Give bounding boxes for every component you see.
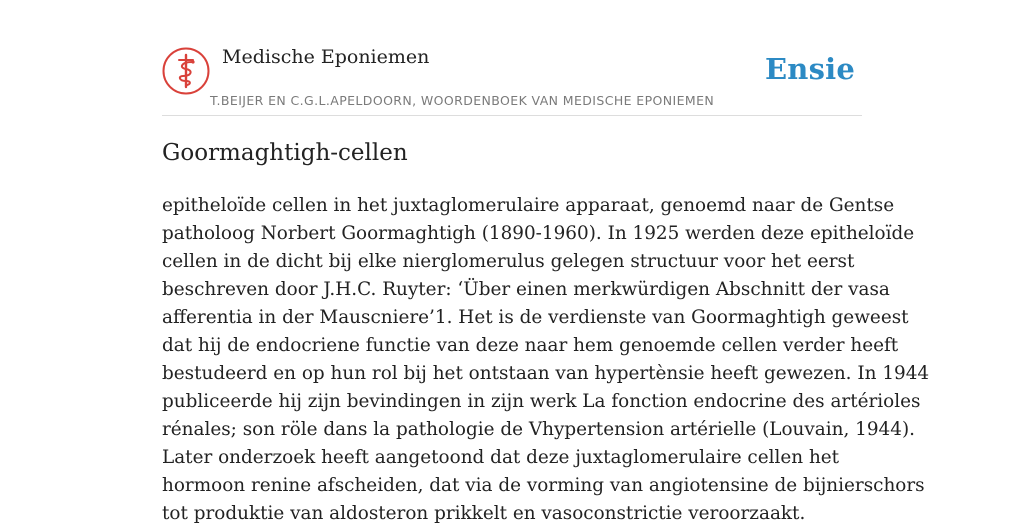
body-line: epitheloïde cellen in het juxtaglomerulaire apparaat, genoemd naar de Gentse (162, 195, 895, 216)
article-body (162, 192, 930, 528)
body-line: Later onderzoek heeft aangetoond dat deze juxtaglomerulaire cellen het (162, 447, 840, 468)
body-line: publiceerde hij zijn bevindingen in zijn werk La fonction endocrine des artérioles (162, 391, 921, 412)
source-title[interactable]: Medische Eponiemen (222, 46, 430, 68)
aesculapius-staff-icon (162, 47, 210, 95)
body-line: rénales; son röle dans la pathologie de Vhypertension artérielle (Louvain, 1944). (162, 419, 915, 440)
body-line: cellen in de dicht bij elke nierglomerulus gelegen structuur voor het eerst (162, 251, 855, 272)
body-line: afferentia in der Mauscniere’1. Het is de verdienste van Goormaghtigh geweest (162, 307, 909, 328)
body-line: dat hij de endocriene functie van deze naar hem genoemde cellen verder heeft (162, 335, 899, 356)
body-line: hormoon renine afscheiden, dat via de vorming van angiotensine de bijnierschors (162, 475, 925, 496)
body-line: tot produktie van aldosteron prikkelt en vasoconstrictie veroorzaakt. (162, 503, 806, 524)
header-divider (162, 115, 862, 116)
body-line: beschreven door J.H.C. Ruyter: ‘Über einen merkwürdigen Abschnitt der vasa (162, 279, 890, 300)
source-authors: T.BEIJER EN C.G.L.APELDOORN, WOORDENBOEK VAN MEDISCHE EPONIEMEN (210, 93, 715, 108)
brand-logo[interactable]: Ensie (765, 52, 855, 86)
body-line: patholoog Norbert Goormaghtigh (1890-1960). In 1925 werden deze epitheloïde (162, 223, 915, 244)
article-title: Goormaghtigh-cellen (162, 140, 408, 166)
body-line: bestudeerd en op hun rol bij het ontstaan van hypertènsie heeft gewezen. In 1944 (162, 363, 930, 384)
